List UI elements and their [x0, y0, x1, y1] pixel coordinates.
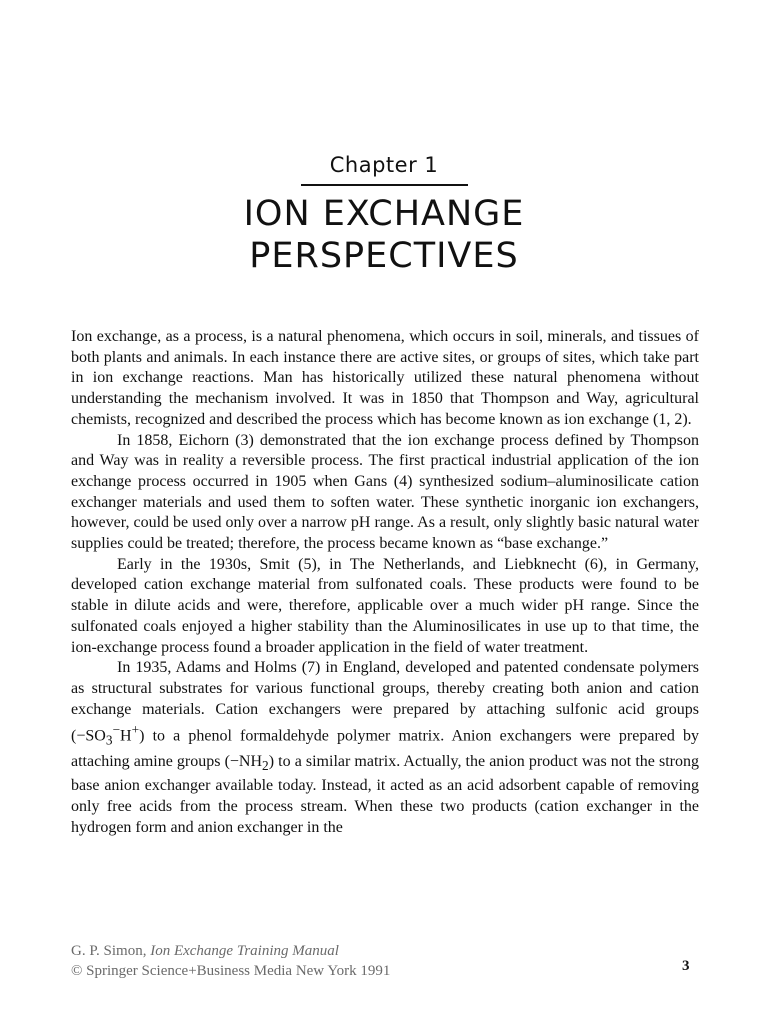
- superscript-minus: −: [112, 722, 121, 738]
- chapter-label: Chapter 1: [329, 153, 439, 177]
- paragraph-4-hydrogen: H: [120, 727, 132, 745]
- chapter-title-line-1: ION EXCHANGE: [243, 194, 525, 234]
- footer-line-1: [71, 941, 390, 961]
- body-text: [71, 327, 699, 839]
- footer-copyright: © Springer Science+Business Media New York 1991: [71, 963, 391, 979]
- superscript-plus: +: [131, 722, 140, 738]
- paragraph-4-part-3: ) to a similar matrix. Actually, the anion product was not the strong base anion exchanger available today. Instead, it acted as an acid adsorbent capable of removing only free acids from the process stream. When these two products (cation exchanger in the hydrogen form and anion exchanger in the: [71, 752, 699, 836]
- paragraph-4-part-1: In 1935, Adams and Holms (7) in England, developed and patented condensate polymers as structural substrates for various functional groups, thereby creating both anion and cation exchange materials. Cation exchangers were prepared by attaching sulfonic acid groups (−SO: [71, 659, 699, 745]
- chapter-rule: [301, 184, 468, 186]
- footer-author: G. P. Simon,: [71, 943, 151, 959]
- paragraph-4: [71, 658, 699, 838]
- chapter-title: [0, 193, 768, 277]
- paragraph-3: Early in the 1930s, Smit (5), in The Netherlands, and Liebknecht (6), in Germany, developed cation exchange material from sulfonated coals. These products were found to be stable in dilute acids and were, therefore, applicable over a much wider pH range. Since the sulfonated coals enjoyed a higher stability than the Aluminosilicates in use up to that time, the ion-exchange process found a broader application in the field of water treatment.: [71, 555, 699, 656]
- subscript-2: 2: [262, 757, 269, 773]
- paragraph-1: Ion exchange, as a process, is a natural phenomena, which occurs in soil, minerals, and tissues of both plants and animals. In each instance there are active sites, or groups of sites, which take part in ion exchange reactions. Man has historically utilized these natural phenomena without understanding the mechanism involved. It was in 1850 that Thompson and Way, agricultural chemists, recognized and described the process which has become known as ion exchange (1, 2).: [71, 328, 699, 428]
- paragraph-4-part-2: ) to a phenol formaldehyde polymer matrix. Anion exchangers were prepared by attaching amine groups (−NH: [71, 727, 699, 770]
- paragraph-2: In 1858, Eichorn (3) demonstrated that the ion exchange process defined by Thompson and Way was in reality a reversible process. The first practical industrial application of the ion exchange process occurred in 1905 when Gans (4) synthesized sodium–aluminosilicate cation exchanger materials and used them to soften water. These synthetic inorganic ion exchangers, however, could be used only over a narrow pH range. As a result, only slightly basic natural water supplies could be treated; therefore, the process became known as “base exchange.”: [71, 431, 699, 553]
- chapter-title-line-2: PERSPECTIVES: [249, 236, 519, 276]
- subscript-3: 3: [105, 732, 113, 748]
- footer-book-title: Ion Exchange Training Manual: [150, 943, 339, 959]
- footer-citation: [71, 941, 390, 981]
- page-number: 3: [682, 958, 690, 974]
